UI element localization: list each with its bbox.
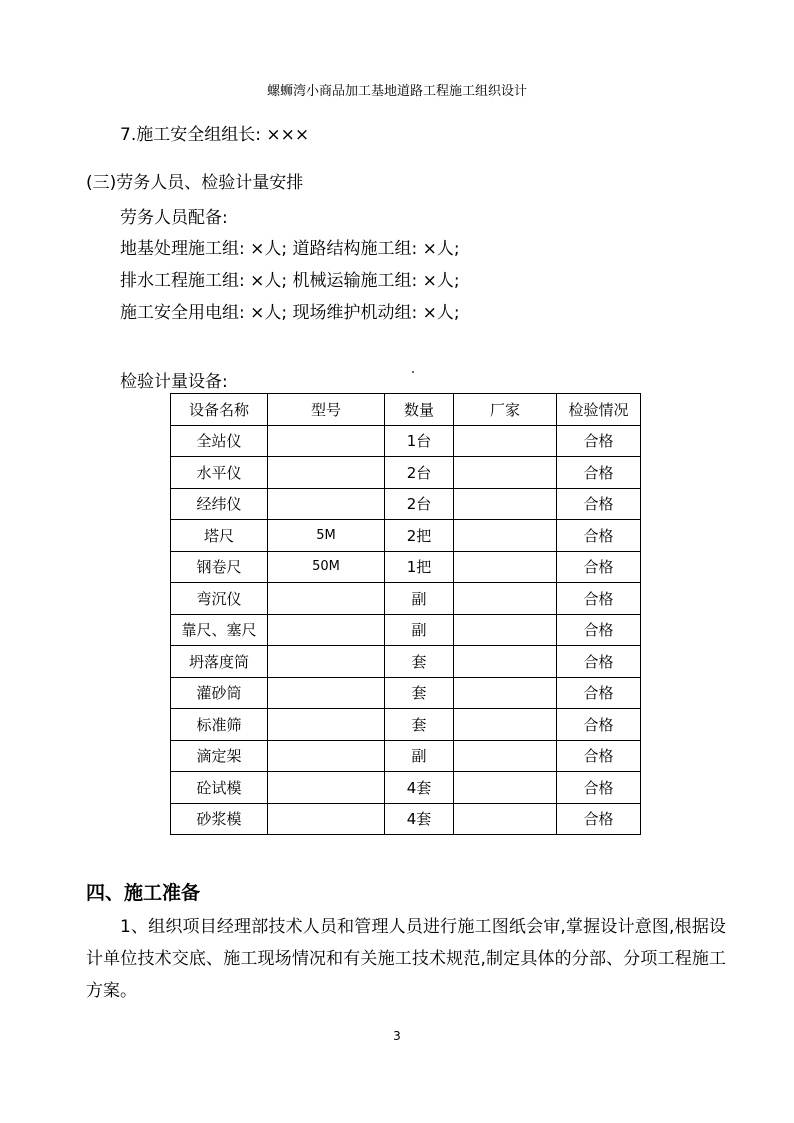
cell-name: 水平仪	[171, 457, 268, 489]
cell-quantity: 1把	[385, 551, 454, 583]
cell-name: 滴定架	[171, 740, 268, 772]
table-row	[171, 583, 641, 615]
labor-line-3: 施工安全用电组: ×人; 现场维护机动组: ×人;	[120, 303, 460, 323]
table-row	[171, 646, 641, 678]
cell-inspection: 合格	[557, 488, 641, 520]
cell-name: 灌砂筒	[171, 677, 268, 709]
cell-manufacturer	[454, 614, 557, 646]
cell-name: 经纬仪	[171, 488, 268, 520]
labor-line-2: 排水工程施工组: ×人; 机械运输施工组: ×人;	[120, 271, 460, 291]
cell-quantity: 副	[385, 740, 454, 772]
page-number: 3	[393, 1029, 401, 1043]
table-row	[171, 551, 641, 583]
section-4-heading: 四、施工准备	[86, 882, 201, 904]
cell-name: 砂浆模	[171, 803, 268, 835]
table-row	[171, 457, 641, 489]
cell-model	[268, 646, 385, 678]
cell-model	[268, 772, 385, 804]
header-cell: 型号	[268, 394, 385, 426]
labor-title: 劳务人员配备:	[120, 208, 228, 228]
table-row	[171, 709, 641, 741]
cell-model: 5M	[268, 520, 385, 552]
cell-name: 全站仪	[171, 425, 268, 457]
cell-model	[268, 488, 385, 520]
cell-inspection: 合格	[557, 425, 641, 457]
cell-manufacturer	[454, 803, 557, 835]
cell-model	[268, 583, 385, 615]
cell-quantity: 4套	[385, 772, 454, 804]
cell-model: 50M	[268, 551, 385, 583]
cell-name: 钢卷尺	[171, 551, 268, 583]
cell-quantity: 副	[385, 614, 454, 646]
labor-line-1: 地基处理施工组: ×人; 道路结构施工组: ×人;	[120, 239, 460, 259]
cell-model	[268, 740, 385, 772]
cell-manufacturer	[454, 457, 557, 489]
cell-inspection: 合格	[557, 457, 641, 489]
page-header: 螺蛳湾小商品加工基地道路工程施工组织设计	[266, 84, 527, 99]
item-7-safety-leader: 7.施工安全组组长: ×××	[120, 125, 310, 145]
cell-manufacturer	[454, 677, 557, 709]
cell-model	[268, 457, 385, 489]
table-header-row	[171, 394, 641, 426]
cell-inspection: 合格	[557, 551, 641, 583]
cell-quantity: 2台	[385, 488, 454, 520]
cell-inspection: 合格	[557, 772, 641, 804]
cell-quantity: 套	[385, 677, 454, 709]
section-3-heading: (三)劳务人员、检验计量安排	[86, 173, 304, 193]
cell-manufacturer	[454, 425, 557, 457]
table-row	[171, 425, 641, 457]
cell-name: 弯沉仪	[171, 583, 268, 615]
table-row	[171, 614, 641, 646]
cell-manufacturer	[454, 709, 557, 741]
cell-name: 靠尺、塞尺	[171, 614, 268, 646]
cell-name: 塔尺	[171, 520, 268, 552]
table-row	[171, 677, 641, 709]
cell-manufacturer	[454, 520, 557, 552]
cell-manufacturer	[454, 646, 557, 678]
speck-mark	[412, 371, 414, 373]
cell-inspection: 合格	[557, 709, 641, 741]
cell-inspection: 合格	[557, 646, 641, 678]
equipment-table	[170, 393, 641, 835]
cell-manufacturer	[454, 740, 557, 772]
cell-model	[268, 709, 385, 741]
cell-name: 砼试模	[171, 772, 268, 804]
cell-manufacturer	[454, 772, 557, 804]
equipment-title: 检验计量设备:	[120, 372, 228, 392]
cell-manufacturer	[454, 488, 557, 520]
cell-manufacturer	[454, 583, 557, 615]
header-cell: 检验情况	[557, 394, 641, 426]
table-row	[171, 520, 641, 552]
table-row	[171, 803, 641, 835]
cell-manufacturer	[454, 551, 557, 583]
table-row	[171, 488, 641, 520]
cell-inspection: 合格	[557, 740, 641, 772]
table-row	[171, 740, 641, 772]
cell-inspection: 合格	[557, 677, 641, 709]
cell-quantity: 套	[385, 646, 454, 678]
header-cell: 厂家	[454, 394, 557, 426]
section-4-paragraph: 1、组织项目经理部技术人员和管理人员进行施工图纸会审,掌握设计意图,根据设计单位技术交底、施工现场情况和有关施工技术规范,制定具体的分部、分项工程施工方案。	[86, 917, 726, 1001]
header-cell: 设备名称	[171, 394, 268, 426]
cell-inspection: 合格	[557, 614, 641, 646]
cell-model	[268, 803, 385, 835]
cell-inspection: 合格	[557, 520, 641, 552]
cell-quantity: 副	[385, 583, 454, 615]
cell-name: 标准筛	[171, 709, 268, 741]
cell-quantity: 套	[385, 709, 454, 741]
cell-inspection: 合格	[557, 583, 641, 615]
cell-quantity: 2把	[385, 520, 454, 552]
cell-quantity: 2台	[385, 457, 454, 489]
cell-quantity: 4套	[385, 803, 454, 835]
cell-name: 坍落度筒	[171, 646, 268, 678]
header-cell: 数量	[385, 394, 454, 426]
cell-quantity: 1台	[385, 425, 454, 457]
table-row	[171, 772, 641, 804]
cell-model	[268, 614, 385, 646]
cell-model	[268, 425, 385, 457]
cell-model	[268, 677, 385, 709]
cell-inspection: 合格	[557, 803, 641, 835]
